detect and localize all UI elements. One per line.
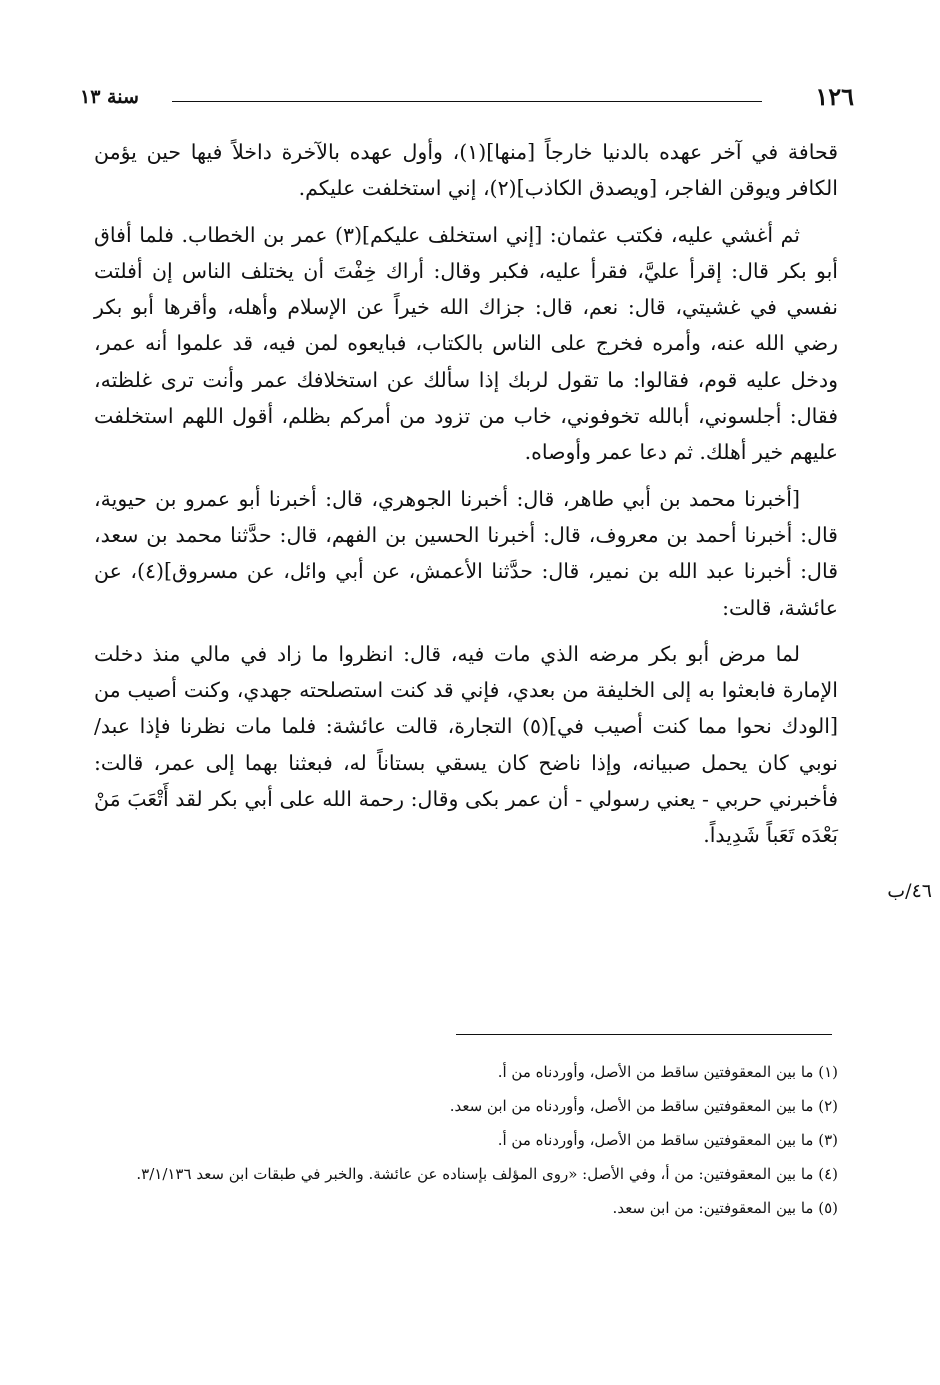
paragraph-4: لما مرض أبو بكر مرضه الذي مات فيه، قال: انظروا ما زاد في مالي منذ دخلت الإمارة فابعثوا به إلى الخليفة من بعدي، فإني قد كنت استصلحته جهدي، وكنت أصيب من [الودك نحوا مما كنت أصيب في](٥) التجارة، قالت عائشة: فلما مات نظرنا فإذا عبد/ نوبي كان يحمل صبيانه، وإذا ناضح كان يسقي بستاناً له، فبعثنا بهما إلى عمر، قالت: فأخبرني حربي - يعني رسولي - أن عمر بكى وقال: رحمة الله على أبي بكر لقد أَتْعَبَ مَنْ بَعْدَه تَعَباً شَدِيداً. — [94, 641, 838, 848]
main-text — [94, 134, 838, 864]
header-rule — [172, 101, 762, 102]
footnote-4: (٤) ما بين المعقوفتين: من أ، وفي الأصل: «روى المؤلف بإسناده عن عائشة. والخبر في طبقات ابن سعد ٣/١/١٣٦. — [136, 1165, 838, 1183]
year-label: سنة ١٣ — [80, 86, 139, 108]
footnote-1: (١) ما بين المعقوفتين ساقط من الأصل، وأوردناه من أ. — [497, 1063, 838, 1081]
paragraph-3: [أخبرنا محمد بن أبي طاهر، قال: أخبرنا الجوهري، قال: أخبرنا أبو عمرو بن حيوية، قال: أخبرنا أحمد بن معروف، قال: أخبرنا الحسين بن الفهم، قال: حدَّثنا محمد بن سعد، قال: أخبرنا عبد الله بن نمير، قال: حدَّثنا الأعمش، عن أبي وائل، عن مسروق](٤)، عن عائشة، قالت: — [94, 486, 838, 620]
paragraph-2: ثم أغشي عليه، فكتب عثمان: [إني استخلف عليكم](٣) عمر بن الخطاب. فلما أفاق أبو بكر قال: إقرأ عليَّ، فقرأ عليه، فكبر وقال: أراك خِفْتَ أن يختلف الناس إن أفلتت نفسي في غشيتي، قال: نعم، قال: جزاك الله خيراً عن الإسلام وأهله، وأقرها أبو بكر رضي الله عنه، وأمره فخرج على الناس بالكتاب، فبايعوه لمن فيه، قد علموا أنه عمر، ودخل عليه قوم، فقالوا: ما تقول لربك إذا سألك عن استخلافك عمر وأنت ترى غلظته، فقال: أجلسوني، أبالله تخوفوني، خاب من تزود من أمركم بظلم، أقول اللهم استخلفت عليهم خير أهلك. ثم دعا عمر وأوصاه. — [94, 222, 838, 465]
footnote-separator — [456, 1034, 832, 1035]
folio-margin-note: ٤٦/ب — [887, 880, 932, 902]
running-header — [80, 82, 854, 118]
paragraph-1: قحافة في آخر عهده بالدنيا خارجاً [منها](١)، وأول عهده بالآخرة داخلاً فيها حين يؤمن الكافر ويوقن الفاجر، [ويصدق الكاذب](٢)، إني استخلفت عليكم. — [94, 140, 838, 201]
footnote-2: (٢) ما بين المعقوفتين ساقط من الأصل، وأوردناه من ابن سعد. — [449, 1097, 838, 1115]
footnote-5: (٥) ما بين المعقوفتين: من ابن سعد. — [612, 1199, 838, 1217]
footnote-3: (٣) ما بين المعقوفتين ساقط من الأصل، وأوردناه من أ. — [497, 1131, 838, 1149]
page-number: ١٢٦ — [815, 82, 854, 111]
footnotes — [94, 1058, 838, 1228]
